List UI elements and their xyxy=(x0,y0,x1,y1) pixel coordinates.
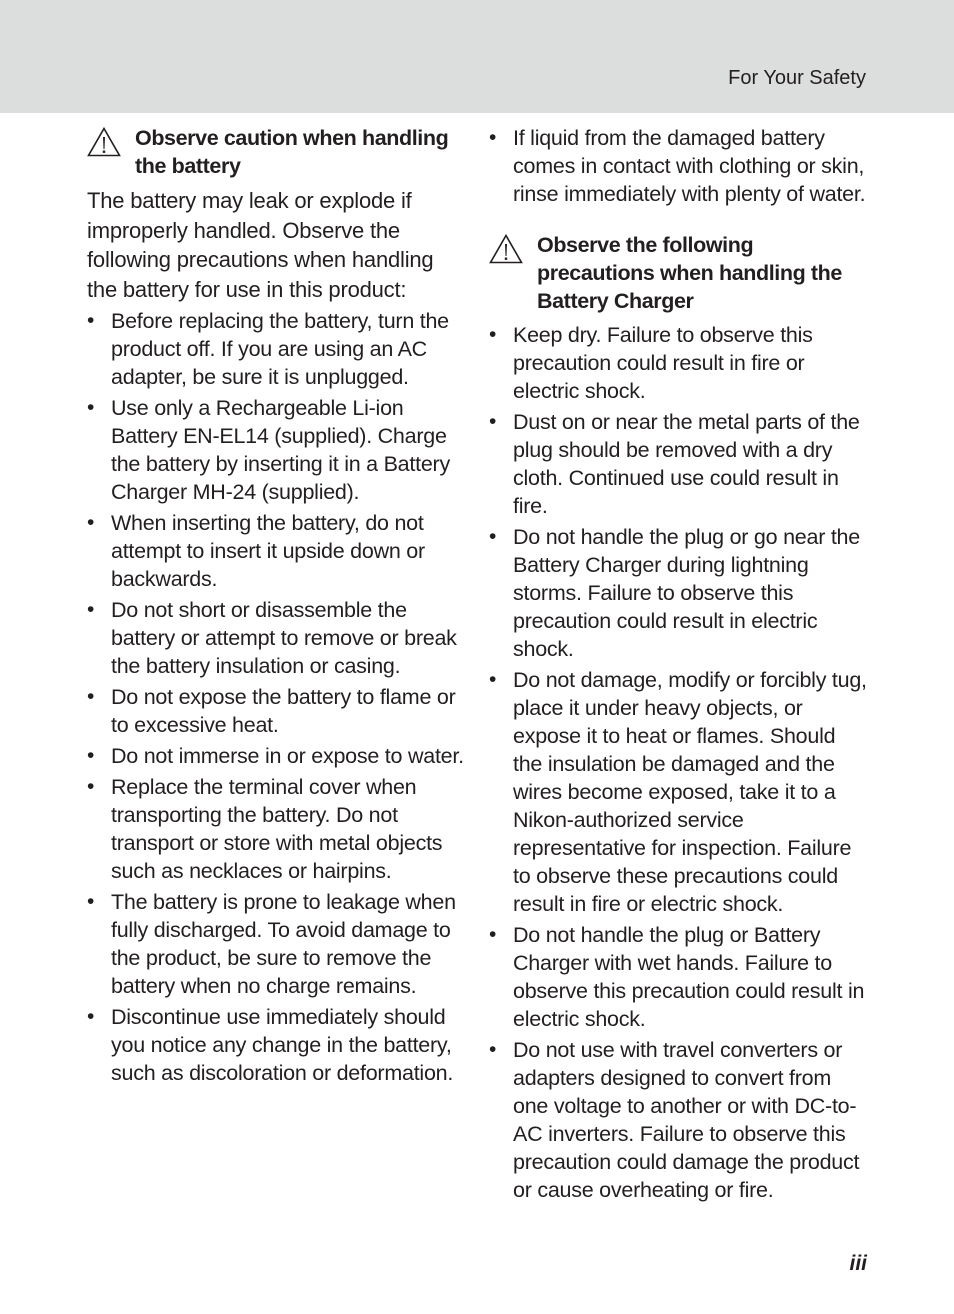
list-item xyxy=(489,921,869,1033)
list-item-text: Discontinue use immediately should you notice any change in the battery, such as discoloration or deformation. xyxy=(111,1005,454,1085)
list-item-text: Replace the terminal cover when transporting the battery. Do not transport or store with metal objects such as necklaces or hairpins. xyxy=(111,775,443,883)
bullet-dot-icon: • xyxy=(87,598,95,621)
intro-paragraph: The battery may leak or explode if improperly handled. Observe the following precautions when handling the battery for use in this product: xyxy=(87,188,434,302)
bullet-dot-icon: • xyxy=(489,323,497,346)
list-item-text: The battery is prone to leakage when fully discharged. To avoid damage to the product, be sure to remove the battery when no charge remains. xyxy=(111,890,456,998)
list-item-text: Do not short or disassemble the battery or attempt to remove or break the battery insulation or casing. xyxy=(111,598,457,678)
bullet-dot-icon: • xyxy=(489,1038,497,1061)
list-item-text: Before replacing the battery, turn the product off. If you are using an AC adapter, be sure it is unplugged. xyxy=(111,309,449,389)
list-item-text: Do not use with travel converters or adapters designed to convert from one voltage to another or with DC-to-AC inverters. Failure to observe this precaution could damage the product or cause overheating or fire. xyxy=(513,1038,860,1202)
heading-text: Observe caution when handling the battery xyxy=(135,126,449,178)
list-item xyxy=(87,1003,467,1087)
bullet-dot-icon: • xyxy=(87,396,95,419)
list-item xyxy=(489,408,869,520)
battery-precautions-list xyxy=(87,307,467,1087)
list-item-text: Do not damage, modify or forcibly tug, place it under heavy objects, or expose it to heat or flames. Should the insulation be damaged and the wires become exposed, take it to a Nikon-authorized service representative for inspection. Failure to observe these precautions could result in fire or electric shock. xyxy=(513,668,867,916)
heading-text: Observe the following precautions when handling the Battery Charger xyxy=(537,233,842,313)
list-item xyxy=(489,321,869,405)
spacer xyxy=(489,211,869,231)
bullet-dot-icon: • xyxy=(489,525,497,548)
charger-caution-heading xyxy=(489,231,869,315)
list-item-text: Use only a Rechargeable Li-ion Battery EN-EL14 (supplied). Charge the battery by inserting it in a Battery Charger MH-24 (supplied). xyxy=(111,396,450,504)
bullet-dot-icon: • xyxy=(87,309,95,332)
header-band xyxy=(0,0,954,113)
charger-precautions-list xyxy=(489,321,869,1204)
warning-triangle-icon xyxy=(87,127,121,157)
list-item xyxy=(87,394,467,506)
list-item xyxy=(87,888,467,1000)
list-item-text: Do not expose the battery to flame or to excessive heat. xyxy=(111,685,456,737)
left-column xyxy=(87,124,467,1090)
list-item xyxy=(489,1036,869,1204)
bullet-dot-icon: • xyxy=(87,511,95,534)
list-item xyxy=(87,773,467,885)
bullet-dot-icon: • xyxy=(87,744,95,767)
battery-continued-list xyxy=(489,124,869,208)
list-item xyxy=(489,666,869,918)
bullet-dot-icon: • xyxy=(489,126,497,149)
bullet-dot-icon: • xyxy=(87,1005,95,1028)
bullet-dot-icon: • xyxy=(87,685,95,708)
bullet-dot-icon: • xyxy=(489,668,497,691)
list-item xyxy=(489,523,869,663)
right-column xyxy=(489,124,869,1207)
warning-triangle-icon xyxy=(489,234,523,264)
page-number: iii xyxy=(849,1252,867,1275)
list-item xyxy=(87,596,467,680)
list-item-text: Do not handle the plug or Battery Charger with wet hands. Failure to observe this precaution could result in electric shock. xyxy=(513,923,865,1031)
list-item-text: Keep dry. Failure to observe this precaution could result in fire or electric shock. xyxy=(513,323,813,403)
list-item xyxy=(489,124,869,208)
list-item xyxy=(87,509,467,593)
list-item-text: Dust on or near the metal parts of the plug should be removed with a dry cloth. Continued use could result in fire. xyxy=(513,410,860,518)
list-item-text: If liquid from the damaged battery comes in contact with clothing or skin, rinse immediately with plenty of water. xyxy=(513,126,866,206)
list-item-text: Do not handle the plug or go near the Battery Charger during lightning storms. Failure to observe this precaution could result in electric shock. xyxy=(513,525,860,661)
list-item-text: Do not immerse in or expose to water. xyxy=(111,744,464,768)
bullet-dot-icon: • xyxy=(489,923,497,946)
battery-caution-heading xyxy=(87,124,467,180)
section-title: For Your Safety xyxy=(728,67,866,89)
list-item xyxy=(87,307,467,391)
bullet-dot-icon: • xyxy=(87,890,95,913)
bullet-dot-icon: • xyxy=(489,410,497,433)
bullet-dot-icon: • xyxy=(87,775,95,798)
list-item xyxy=(87,683,467,739)
list-item xyxy=(87,742,467,770)
list-item-text: When inserting the battery, do not attempt to insert it upside down or backwards. xyxy=(111,511,425,591)
